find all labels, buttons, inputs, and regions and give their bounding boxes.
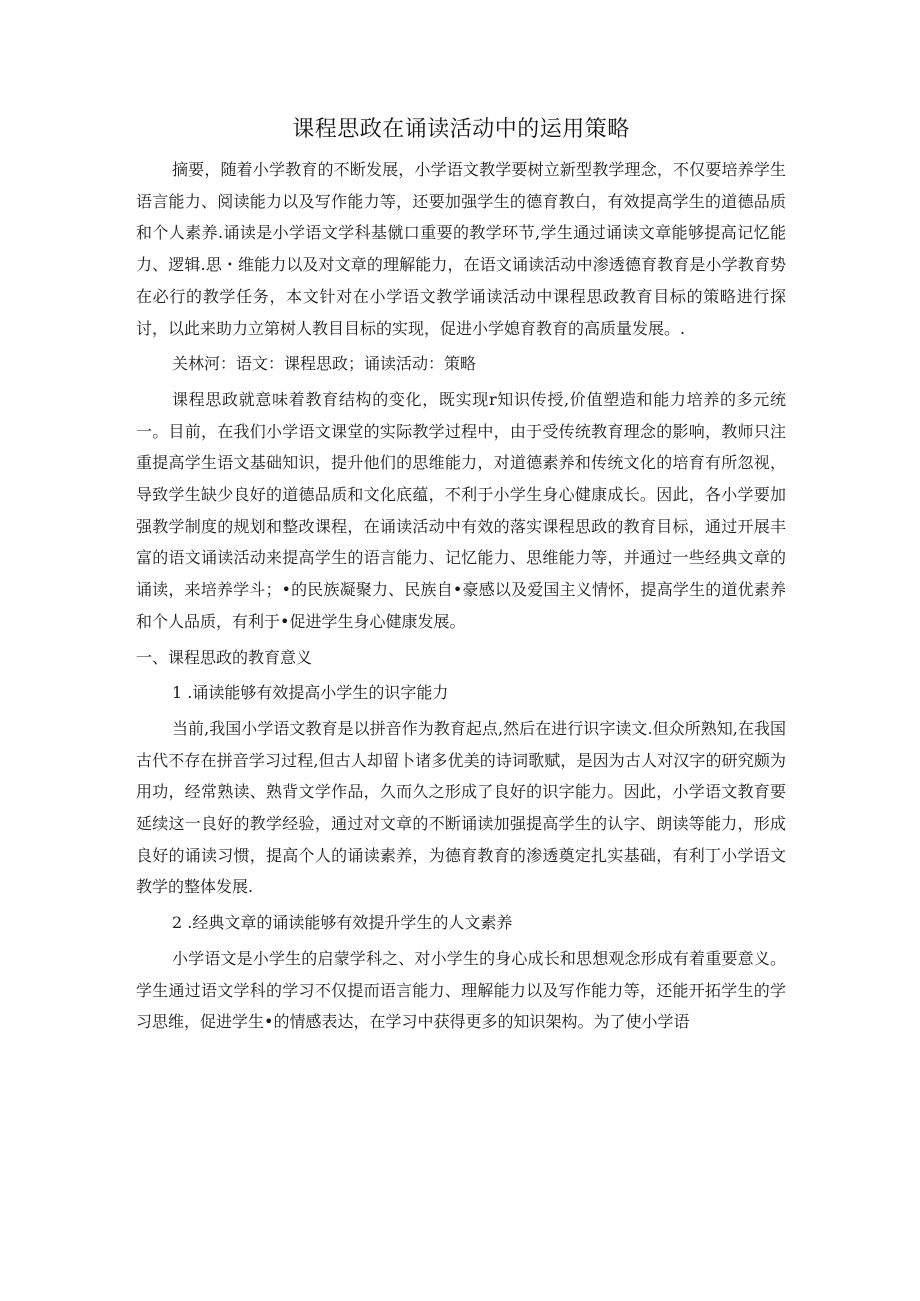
keywords-line: 关林河：语文：课程思政；诵读活动：策略 [172, 354, 477, 374]
subsection-paragraph: 小学语文是小学生的启蒙学科之、对小学生的身心成长和思想观念形成有着重要意义。学生通过语文学科的学习不仅提而语言能力、理解能力以及写作能力等，还能开拓学生的学习思维，促进学生•的情感表达，在学习中获得更多的知识架构。为了使小学语 [136, 948, 786, 1032]
document-page [136, 112, 786, 1042]
subsection-paragraph: 当前,我国小学语文教育是以拼音作为教育起点,然后在进行识字读文.但众所熟知,在我国古代不存在拼音学习过程,但古人却留卜诸多优美的诗词歌赋，是因为古人对汉字的研究颇为用功，经常熟读、熟背文学作品，久而久之形成了良好的识字能力。因此，小学语文教育要延续这一良好的教学经验，通过对文章的不断诵读加强提高学生的认字、朗读等能力，形成良好的诵读习惯，提高个人的诵读素养，为德育教育的渗透奠定扎实基础，有利丁小学语文教学的整体发展. [136, 718, 786, 897]
abstract-paragraph: 摘要，随着小学教育的不断发展，小学语文教学要树立新型教学理念，不仅要培养学生语言能力、阅读能力以及写作能力等，还要加强学生的德育教白，有效提高学生的道德品质和个人素养.诵读是小学语文学科基僦口重要的教学环节,学生通过诵读文章能够提高记忆能力、逻辑.思・维能力以及对文章的理解能力，在语文诵读活动中渗透德育教育是小学教育势在必行的教学任务，本文针对在小学语文教学诵读活动中课程思政教育目标的策略进行探讨，以此来助力立第树人教目目标的实现，促进小学媳育教育的高质量发展。. [136, 160, 786, 338]
document-title: 课程思政在诵读活动中的运用策略 [292, 117, 630, 142]
section-heading: 一、课程思政的教育意义 [136, 647, 313, 667]
subsection-heading: 2 .经典文章的诵读能够有效提升学生的人文素养 [172, 913, 513, 933]
intro-paragraph: 课程思政就意味着教育结构的变化，既实现r知识传授,价值塑造和能力培养的多元统一。目前，在我们小学语文课堂的实际教学过程中，由于受传统教育理念的影响，教师只注重提高学生语文基础知识，提升他们的思维能力，对道德素养和传统文化的培育有所忽视，导致学生缺少良好的道德品质和文化底蕴，不利于小学生身心健康成长。因此，各小学要加强教学制度的规划和整改课程，在诵读活动中有效的落实课程思政的教育目标，通过开展丰富的语文诵读活动来提高学生的语言能力、记忆能力、思维能力等，并通过一些经典文章的诵读，来培养学斗；•的民族凝聚力、民族自•豪感以及爱国主义情怀，提高学生的道优素养和个人品质，有利于•促进学生身心健康发展。 [136, 389, 786, 631]
subsection-heading: 1 .诵读能够有效提高小学生的识字能力 [172, 683, 449, 703]
